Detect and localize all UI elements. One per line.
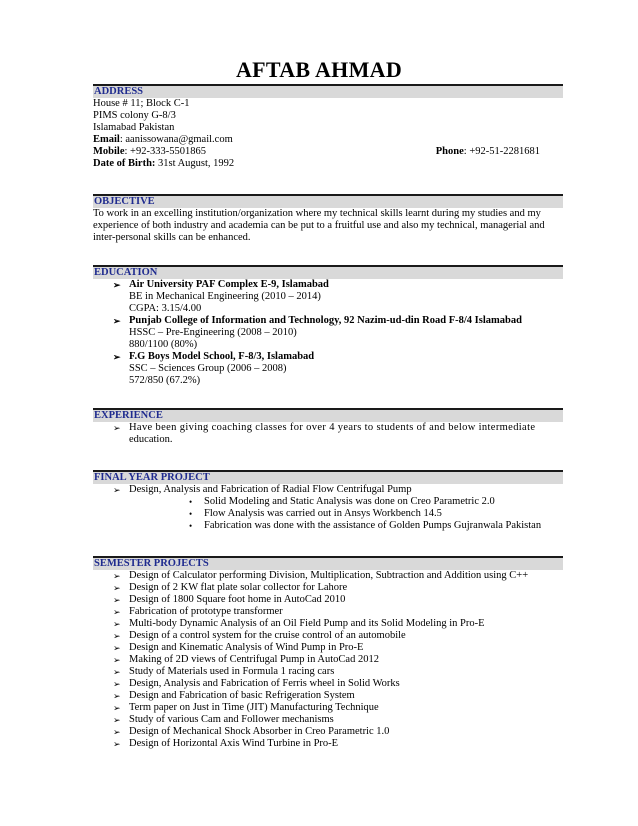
semester-project-item bbox=[93, 654, 563, 666]
arrow-bullet-icon: ➢ bbox=[113, 595, 121, 605]
project-point bbox=[93, 520, 563, 532]
arrow-bullet-icon: ➢ bbox=[113, 352, 121, 362]
dob-row bbox=[93, 158, 563, 170]
semester-project-item bbox=[93, 702, 563, 714]
semester-project-text: Study of Materials used in Formula 1 racing cars bbox=[129, 666, 335, 677]
arrow-bullet-icon: ➢ bbox=[113, 667, 121, 677]
semester-project-text: Fabrication of prototype transformer bbox=[129, 606, 283, 617]
arrow-bullet-icon: ➢ bbox=[113, 631, 121, 641]
education-section bbox=[93, 265, 563, 387]
semester-project-item bbox=[93, 642, 563, 654]
dot-bullet-icon: • bbox=[189, 509, 193, 519]
education-detail: 572/850 (67.2%) bbox=[129, 375, 201, 386]
education-heading: EDUCATION bbox=[94, 267, 158, 278]
objective-heading: OBJECTIVE bbox=[94, 196, 155, 207]
education-detail: CGPA: 3.15/4.00 bbox=[129, 303, 202, 314]
arrow-bullet-icon: ➢ bbox=[113, 619, 121, 629]
final-year-project-heading: FINAL YEAR PROJECT bbox=[94, 472, 210, 483]
mobile-value: : +92-333-5501865 bbox=[124, 146, 206, 157]
email-label: Email bbox=[93, 134, 120, 145]
dob-label: Date of Birth: bbox=[93, 158, 156, 169]
arrow-bullet-icon: ➢ bbox=[113, 679, 121, 689]
experience-text: Have been giving coaching classes for over 4 years to students of and below intermediate bbox=[129, 422, 536, 433]
project-title-text: Design, Analysis and Fabrication of Radial Flow Centrifugal Pump bbox=[129, 484, 412, 495]
arrow-bullet-icon: ➢ bbox=[113, 715, 121, 725]
phone-value: : +92-51-2281681 bbox=[463, 146, 540, 157]
semester-project-text: Design of a control system for the cruise control of an automobile bbox=[129, 630, 406, 641]
phone-group bbox=[436, 146, 540, 158]
experience-section bbox=[93, 408, 563, 446]
semester-project-text: Multi-body Dynamic Analysis of an Oil Field Pump and its Solid Modeling in Pro-E bbox=[129, 618, 485, 629]
semester-project-text: Design of 1800 Square foot home in AutoCad 2010 bbox=[129, 594, 346, 605]
arrow-bullet-icon: ➢ bbox=[113, 571, 121, 581]
education-item bbox=[93, 315, 563, 327]
education-institution: Air University PAF Complex E-9, Islamabad bbox=[129, 279, 329, 290]
semester-project-text: Design of 2 KW flat plate solar collector for Lahore bbox=[129, 582, 348, 593]
semester-project-text: Making of 2D views of Centrifugal Pump in AutoCad 2012 bbox=[129, 654, 379, 665]
semester-project-text: Term paper on Just in Time (JIT) Manufacturing Technique bbox=[129, 702, 379, 713]
semester-project-text: Design and Fabrication of basic Refrigeration System bbox=[129, 690, 355, 701]
semester-project-text: Design of Calculator performing Division, Multiplication, Subtraction and Addition using C++ bbox=[129, 570, 529, 581]
project-point-text: Flow Analysis was carried out in Ansys Workbench 14.5 bbox=[204, 508, 442, 519]
experience-item bbox=[93, 422, 563, 434]
semester-projects-heading-bar bbox=[93, 556, 563, 570]
semester-project-item bbox=[93, 738, 563, 750]
semester-project-item bbox=[93, 618, 563, 630]
semester-project-item bbox=[93, 678, 563, 690]
phone-label: Phone bbox=[435, 146, 464, 157]
address-section bbox=[93, 84, 563, 170]
semester-project-item bbox=[93, 630, 563, 642]
arrow-bullet-icon: ➢ bbox=[113, 280, 121, 290]
objective-text: To work in an excelling institution/organization where my technical skills learnt during my studies and my bbox=[93, 208, 541, 219]
education-detail: 880/1100 (80%) bbox=[129, 339, 198, 350]
education-institution: Punjab College of Information and Technology, 92 Nazim-ud-din Road F-8/4 Islamabad bbox=[129, 315, 522, 326]
semester-project-item bbox=[93, 666, 563, 678]
semester-project-text: Design of Mechanical Shock Absorber in Creo Parametric 1.0 bbox=[129, 726, 390, 737]
education-institution: F.G Boys Model School, F-8/3, Islamabad bbox=[129, 351, 315, 362]
arrow-bullet-icon: ➢ bbox=[113, 485, 121, 495]
education-item bbox=[93, 279, 563, 291]
semester-project-item bbox=[93, 594, 563, 606]
objective-heading-bar bbox=[93, 194, 563, 208]
education-detail: HSSC – Pre-Engineering (2008 – 2010) bbox=[129, 327, 297, 338]
semester-project-item bbox=[93, 582, 563, 594]
experience-heading-bar bbox=[93, 408, 563, 422]
arrow-bullet-icon: ➢ bbox=[113, 643, 121, 653]
project-point-text: Fabrication was done with the assistance of Golden Pumps Gujranwala Pakistan bbox=[204, 520, 542, 531]
arrow-bullet-icon: ➢ bbox=[113, 739, 121, 749]
experience-text-cont: education. bbox=[129, 434, 173, 445]
experience-heading: EXPERIENCE bbox=[94, 410, 163, 421]
arrow-bullet-icon: ➢ bbox=[113, 691, 121, 701]
project-point-text: Solid Modeling and Static Analysis was done on Creo Parametric 2.0 bbox=[204, 496, 495, 507]
objective-text: experience of both industry and academia can be put to a fruitful use and also my technical, managerial and bbox=[93, 220, 545, 231]
dob-value: 31st August, 1992 bbox=[155, 158, 235, 169]
address-heading: ADDRESS bbox=[94, 86, 144, 97]
semester-project-item bbox=[93, 690, 563, 702]
project-point bbox=[93, 508, 563, 520]
arrow-bullet-icon: ➢ bbox=[113, 423, 121, 433]
semester-projects-heading: SEMESTER PROJECTS bbox=[94, 558, 209, 569]
education-detail: BE in Mechanical Engineering (2010 – 2014) bbox=[129, 291, 321, 302]
semester-project-item bbox=[93, 726, 563, 738]
arrow-bullet-icon: ➢ bbox=[113, 607, 121, 617]
education-detail: SSC – Sciences Group (2006 – 2008) bbox=[129, 363, 287, 374]
email-row bbox=[93, 134, 563, 146]
dot-bullet-icon: • bbox=[189, 497, 193, 507]
final-year-project-heading-bar bbox=[93, 470, 563, 484]
semester-project-item bbox=[93, 570, 563, 582]
project-point bbox=[93, 496, 563, 508]
arrow-bullet-icon: ➢ bbox=[113, 655, 121, 665]
arrow-bullet-icon: ➢ bbox=[113, 583, 121, 593]
education-heading-bar bbox=[93, 265, 563, 279]
arrow-bullet-icon: ➢ bbox=[113, 316, 121, 326]
semester-project-item bbox=[93, 606, 563, 618]
mobile-label: Mobile bbox=[93, 146, 125, 157]
address-line: House # 11; Block C-1 bbox=[93, 98, 190, 109]
address-line: PIMS colony G-8/3 bbox=[93, 110, 176, 121]
mobile-phone-row bbox=[93, 146, 563, 158]
final-year-project-section bbox=[93, 470, 563, 532]
objective-section bbox=[93, 194, 563, 244]
education-item bbox=[93, 351, 563, 363]
arrow-bullet-icon: ➢ bbox=[113, 703, 121, 713]
arrow-bullet-icon: ➢ bbox=[113, 727, 121, 737]
semester-project-text: Design, Analysis and Fabrication of Ferris wheel in Solid Works bbox=[129, 678, 400, 689]
final-year-project-title bbox=[93, 484, 563, 496]
semester-project-text: Design and Kinematic Analysis of Wind Pump in Pro-E bbox=[129, 642, 364, 653]
semester-project-item bbox=[93, 714, 563, 726]
semester-project-text: Study of various Cam and Follower mechanisms bbox=[129, 714, 334, 725]
address-line: Islamabad Pakistan bbox=[93, 122, 175, 133]
dot-bullet-icon: • bbox=[189, 521, 193, 531]
address-heading-bar bbox=[93, 84, 563, 98]
resume-name: AFTAB AHMAD bbox=[235, 57, 403, 82]
objective-text: inter-personal skills can be enhanced. bbox=[93, 232, 251, 243]
semester-project-text: Design of Horizontal Axis Wind Turbine in Pro-E bbox=[129, 738, 339, 749]
email-value: : aanissowana@gmail.com bbox=[119, 134, 233, 145]
semester-projects-section bbox=[93, 556, 563, 750]
